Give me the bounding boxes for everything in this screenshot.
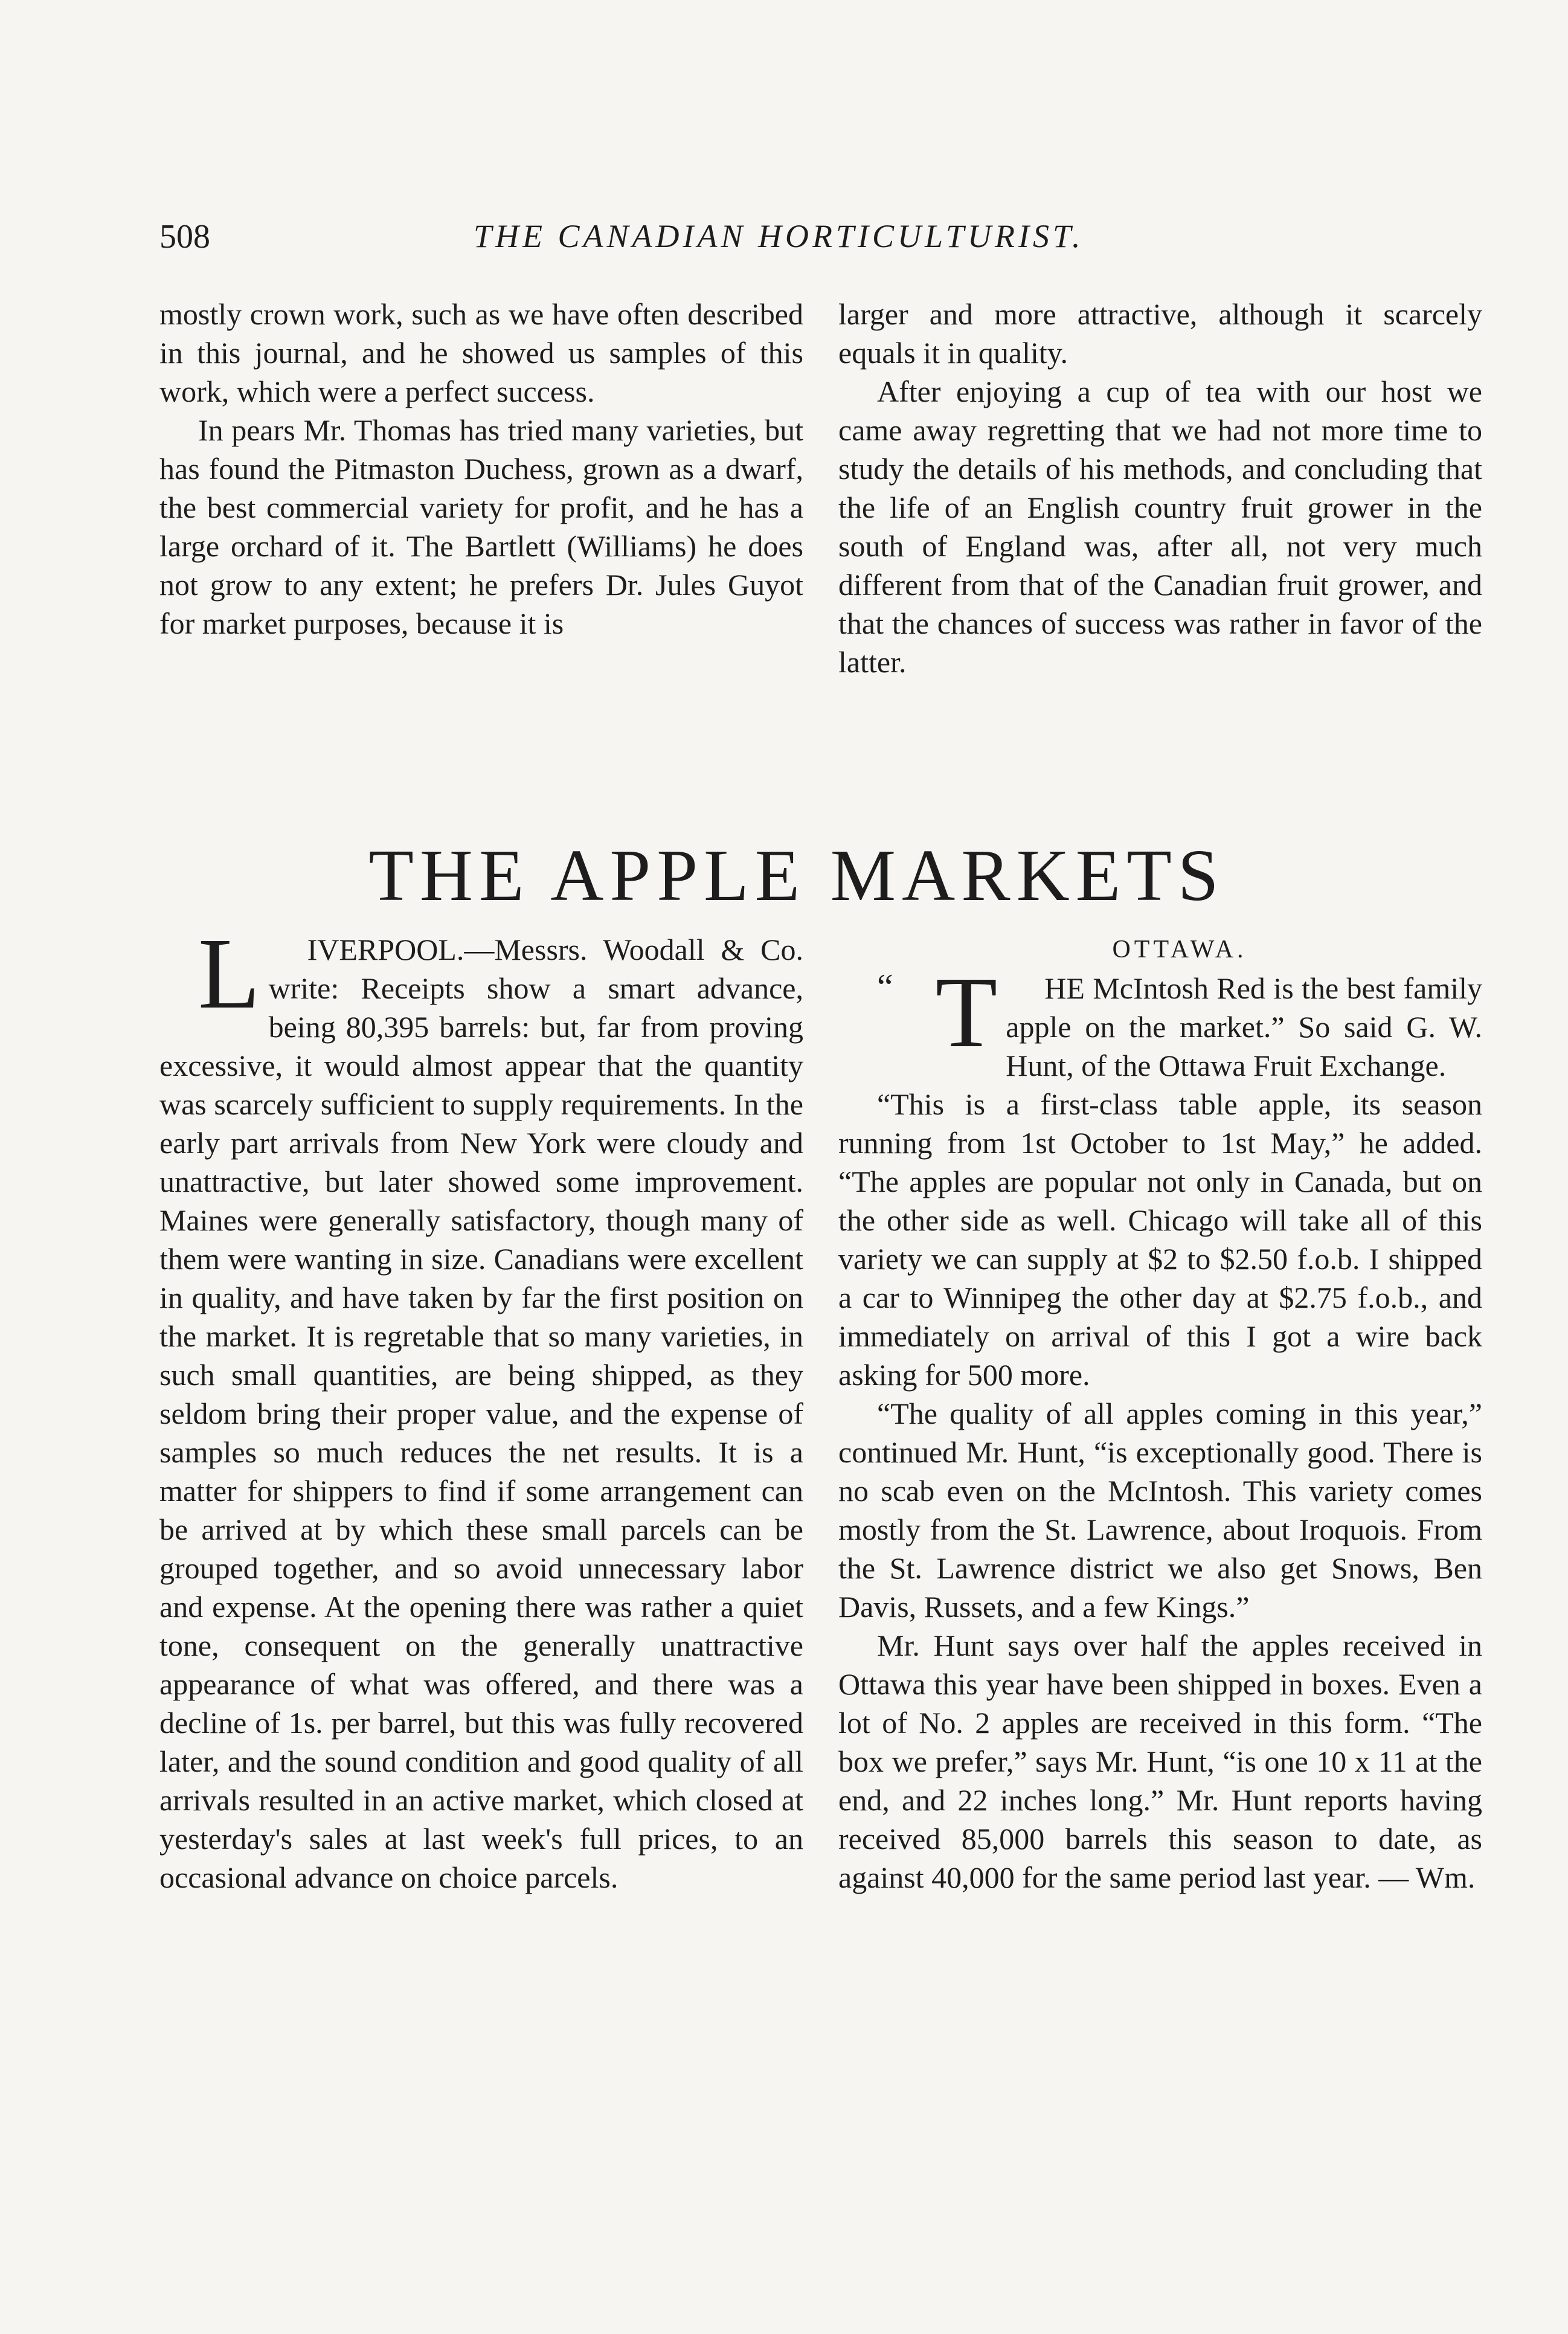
paragraph-text: HE McIntosh Red is the best family apple on the market.” So said G. W. Hunt, of the Ottawa Fruit Exchange. bbox=[1006, 971, 1482, 1082]
ottawa-report-column bbox=[838, 930, 1482, 1897]
paragraph bbox=[159, 918, 803, 1897]
paragraph: After enjoying a cup of tea with our host we came away regretting that we had not more time to study the details of his methods, and concluding that the life of an English country fruit grower in the south of England was, after all, not very much different from that of the Canadian fruit grower, and that the chances of success was rather in favor of the latter. bbox=[838, 375, 1482, 679]
page-number: 508 bbox=[159, 218, 210, 256]
drop-cap: T bbox=[935, 956, 998, 1069]
paragraph: larger and more attractive, although it scarcely equals it in quality. bbox=[838, 297, 1482, 370]
paragraph: “This is a first-class table apple, its season running from 1st October to 1st May,” he added. “The apples are popular not only in Canada, but on the other side as well. Chicago will take all of this variety we can supply at $2 to $2.50 f.o.b. I shipped a car to Winnipeg the other day at $2.75 f.o.b., and immediately on arrival of this I got a wire back asking for 500 more. bbox=[838, 1087, 1482, 1392]
paragraph: In pears Mr. Thomas has tried many varieties, but has found the Pitmaston Duchess, grown as a dwarf, the best commercial variety for profit, and he has a large orchard of it. The Bartlett (Williams) he does not grow to any extent; he prefers Dr. Jules Guyot for market purposes, because it is bbox=[159, 413, 803, 640]
drop-cap: L bbox=[198, 918, 260, 1030]
liverpool-report-text: IVERPOOL.—Messrs. Woodall & Co. write: Receipts show a smart advance, being 80,395 barrels: but, far from proving excessive, it would almost appear that the quantity was scarcely sufficient to supply requirements. In the early part arrivals from New York were cloudy and unattractive, but later showed some improvement. Maines were generally satisfactory, though many of them were wanting in size. Canadians were excellent in quality, and have taken by far the first position on the market. It is regretable that so many varieties, in such small quantities, are being shipped, as they seldom bring their proper value, and the expense of samples so much reduces the net results. It is a matter for shippers to find if some arrangement can be arrived at by which these small parcels can be grouped together, and so avoid unnecessary labor and expense. At the opening there was rather a quiet tone, consequent on the generally unattractive appearance of what was offered, and there was a decline of 1s. per barrel, but this was fully recovered later, and the sound condition and good quality of all arrivals resulted in an active market, which closed at yesterday's sales at last week's full prices, to an occasional advance on choice parcels. bbox=[159, 933, 803, 1894]
liverpool-report-column bbox=[159, 918, 803, 1897]
running-title: THE CANADIAN HORTICULTURIST. bbox=[474, 218, 1084, 254]
section-heading: OTTAWA. bbox=[1112, 936, 1247, 963]
continued-text-right-column bbox=[838, 295, 1482, 681]
paragraph bbox=[838, 956, 1482, 1085]
paragraph: mostly crown work, such as we have often described in this journal, and he showed us samples of this work, which were a perfect success. bbox=[159, 297, 803, 408]
open-quote: “ bbox=[877, 967, 893, 1007]
paragraph: “The quality of all apples coming in this year,” continued Mr. Hunt, “is exceptionally good. There is no scab even on the McIntosh. This variety comes mostly from the St. Lawrence, about Iroquois. From the St. Lawrence district we also get Snows, Ben Davis, Russets, and a few Kings.” bbox=[838, 1397, 1482, 1624]
article-title: THE APPLE MARKETS bbox=[368, 835, 1225, 916]
page-header bbox=[159, 217, 1434, 272]
paragraph: Mr. Hunt says over half the apples received in Ottawa this year have been shipped in boxes. Even a lot of No. 2 apples are received in this form. “The box we prefer,” says Mr. Hunt, “is one 10 x 11 at the end, and 22 inches long.” Mr. Hunt reports having received 85,000 barrels this season to date, as against 40,000 for the same period last year. — Wm. bbox=[838, 1628, 1482, 1894]
continued-text-left-column bbox=[159, 295, 803, 643]
